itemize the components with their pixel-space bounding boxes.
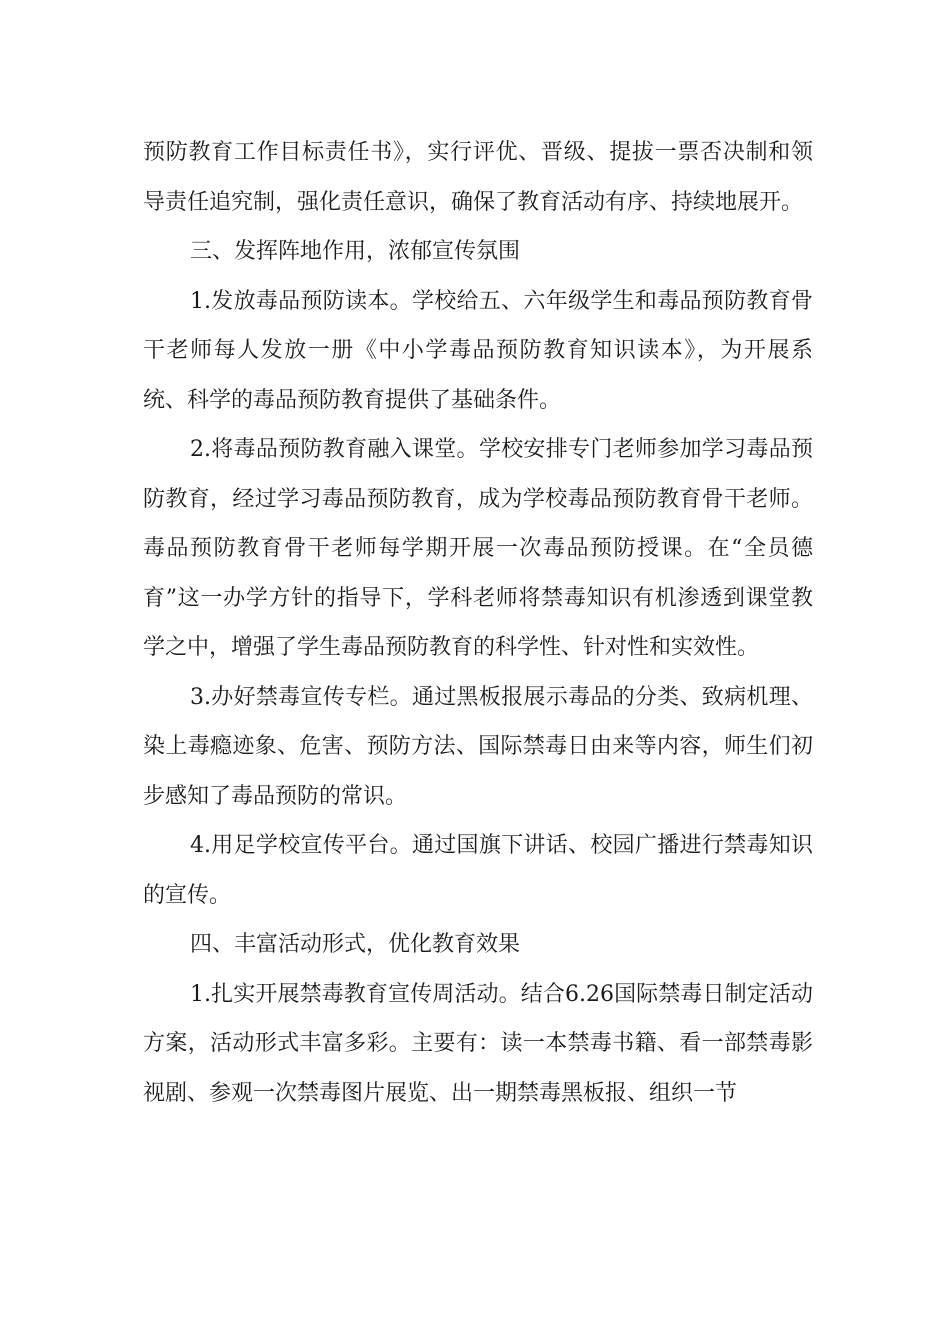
paragraph-continuation: 预防教育工作目标责任书》，实行评优、晋级、提拔一票否决制和领导责任追究制，强化责任意识，确保了教育活动有序、持续地展开。 xyxy=(143,140,813,215)
section-heading-4: 四、丰富活动形式，优化教育效果 xyxy=(190,932,521,957)
list-item-4: 4.用足学校宣传平台。通过国旗下讲话、校园广播进行禁毒知识的宣传。 xyxy=(143,833,813,908)
list-item-1-section-4: 1.扎实开展禁毒教育宣传周活动。结合6.26国际禁毒日制定活动方案，活动形式丰富多彩。主要有：读一本禁毒书籍、看一部禁毒影视剧、参观一次禁毒图片展览、出一期禁毒黑板报、组织一节 xyxy=(143,981,813,1106)
list-item-3: 3.办好禁毒宣传专栏。通过黑板报展示毒品的分类、致病机理、染上毒瘾迹象、危害、预防方法、国际禁毒日由来等内容，师生们初步感知了毒品预防的常识。 xyxy=(143,684,813,809)
document-page xyxy=(143,128,813,1118)
list-item-2: 2.将毒品预防教育融入课堂。学校安排专门老师参加学习毒品预防教育，经过学习毒品预防教育，成为学校毒品预防教育骨干老师。毒品预防教育骨干老师每学期开展一次毒品预防授课。在“全员德育”这一办学方针的指导下，学科老师将禁毒知识有机渗透到课堂教学之中，增强了学生毒品预防教育的科学性、针对性和实效性。 xyxy=(143,437,813,660)
section-heading-3: 三、发挥阵地作用，浓郁宣传氛围 xyxy=(190,239,521,264)
list-item-1: 1.发放毒品预防读本。学校给五、六年级学生和毒品预防教育骨干老师每人发放一册《中小学毒品预防教育知识读本》，为开展系统、科学的毒品预防教育提供了基础条件。 xyxy=(143,288,813,413)
